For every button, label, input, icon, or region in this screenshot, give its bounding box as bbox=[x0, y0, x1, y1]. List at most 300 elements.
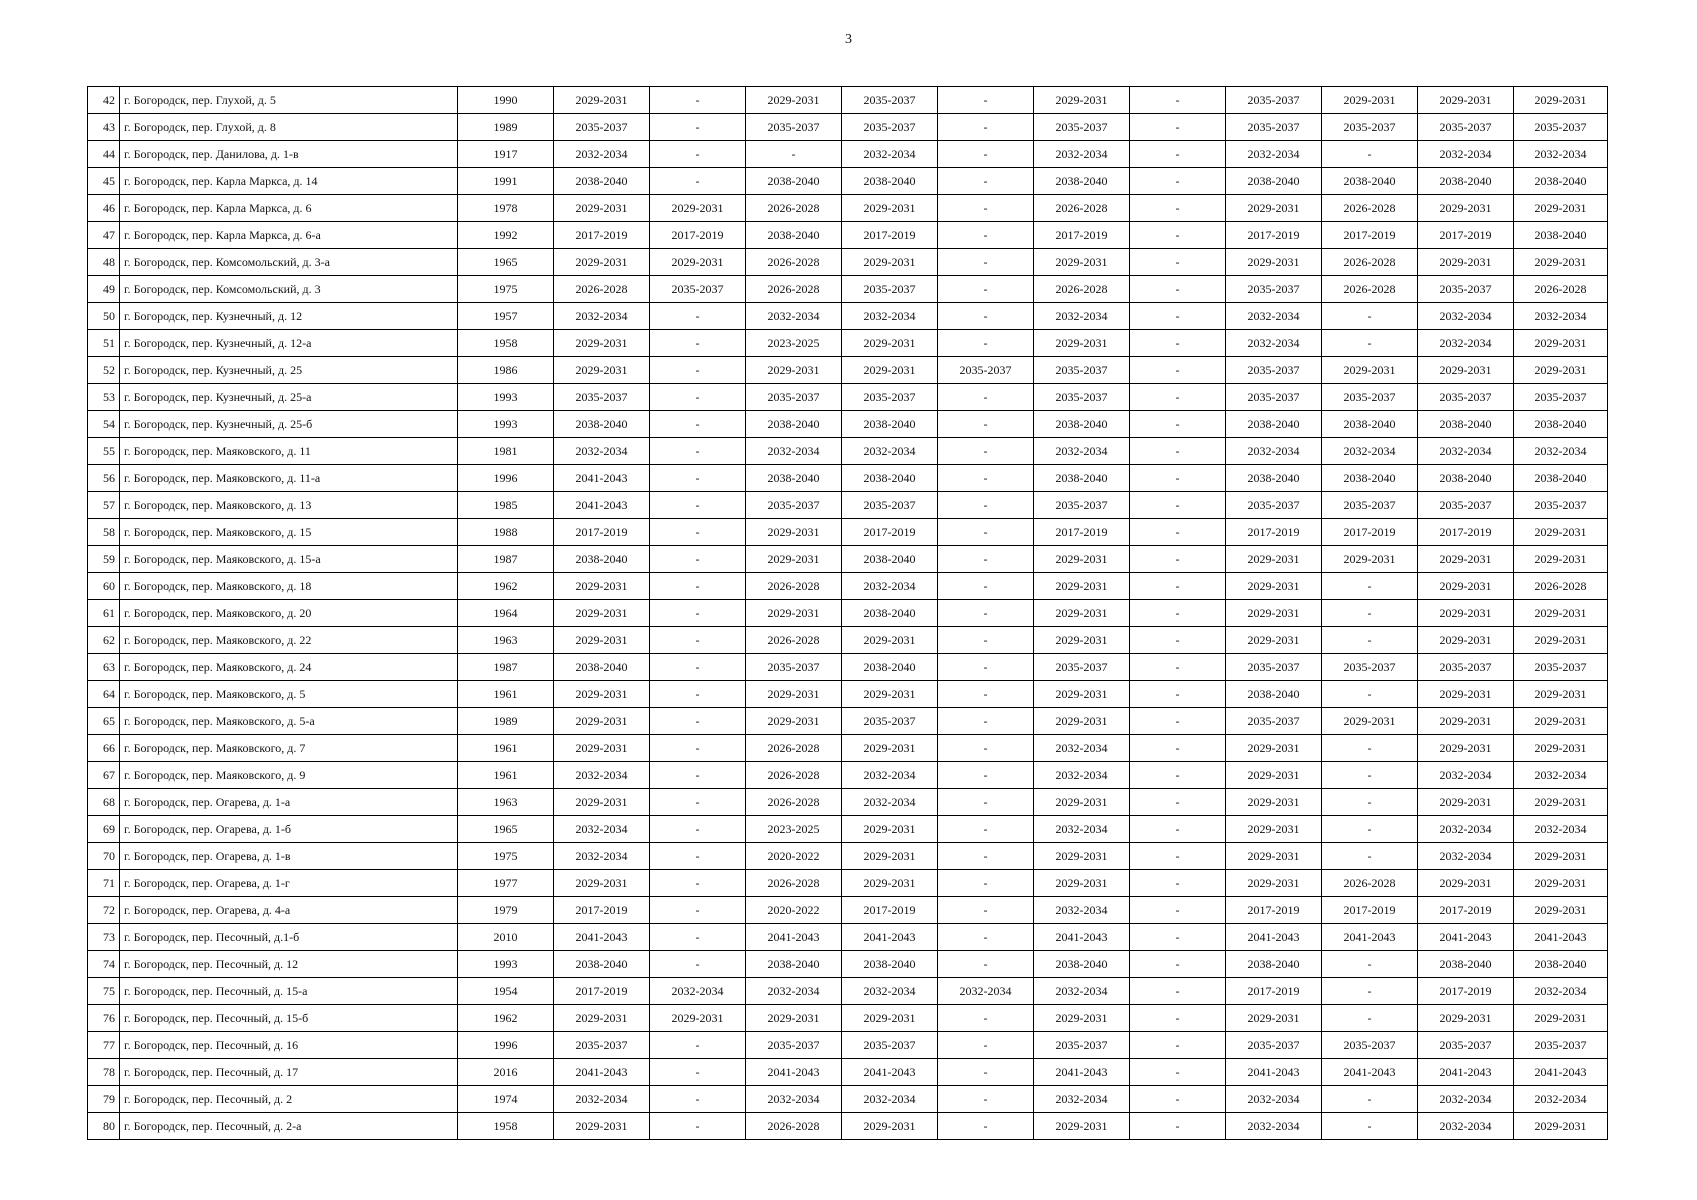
period-cell: - bbox=[1130, 951, 1226, 978]
row-number-cell: 53 bbox=[88, 384, 120, 411]
period-cell: - bbox=[1130, 627, 1226, 654]
period-cell: - bbox=[650, 87, 746, 114]
period-cell: - bbox=[938, 195, 1034, 222]
table-row bbox=[88, 978, 1608, 1005]
row-number-cell: 49 bbox=[88, 276, 120, 303]
period-cell: 2032-2034 bbox=[1418, 330, 1514, 357]
period-cell: 2038-2040 bbox=[1514, 465, 1608, 492]
period-cell: - bbox=[1130, 195, 1226, 222]
period-cell: 2029-2031 bbox=[1514, 330, 1608, 357]
table-row bbox=[88, 573, 1608, 600]
period-cell: 2029-2031 bbox=[1226, 195, 1322, 222]
period-cell: 2035-2037 bbox=[746, 1032, 842, 1059]
period-cell: 2035-2037 bbox=[1226, 492, 1322, 519]
period-cell: 2032-2034 bbox=[554, 762, 650, 789]
period-cell: 2029-2031 bbox=[1322, 357, 1418, 384]
period-cell: 2029-2031 bbox=[842, 1113, 938, 1140]
period-cell: 2029-2031 bbox=[1034, 1005, 1130, 1032]
table-row bbox=[88, 762, 1608, 789]
period-cell: 2029-2031 bbox=[554, 330, 650, 357]
period-cell: 2038-2040 bbox=[842, 465, 938, 492]
address-cell: г. Богородск, пер. Карла Маркса, д. 14 bbox=[120, 168, 458, 195]
period-cell: - bbox=[938, 843, 1034, 870]
address-cell: г. Богородск, пер. Песочный, д. 2-а bbox=[120, 1113, 458, 1140]
period-cell: 2038-2040 bbox=[1418, 951, 1514, 978]
period-cell: 2032-2034 bbox=[1226, 141, 1322, 168]
year-cell: 1954 bbox=[458, 978, 554, 1005]
period-cell: - bbox=[938, 438, 1034, 465]
year-cell: 1991 bbox=[458, 168, 554, 195]
year-cell: 1987 bbox=[458, 546, 554, 573]
period-cell: - bbox=[1130, 492, 1226, 519]
period-cell: 2032-2034 bbox=[1514, 438, 1608, 465]
period-cell: 2038-2040 bbox=[842, 168, 938, 195]
row-number-cell: 58 bbox=[88, 519, 120, 546]
table-row bbox=[88, 1113, 1608, 1140]
address-cell: г. Богородск, пер. Маяковского, д. 20 bbox=[120, 600, 458, 627]
address-cell: г. Богородск, пер. Песочный, д. 15-а bbox=[120, 978, 458, 1005]
year-cell: 1986 bbox=[458, 357, 554, 384]
period-cell: 2029-2031 bbox=[842, 195, 938, 222]
period-cell: 2032-2034 bbox=[1418, 762, 1514, 789]
table-row bbox=[88, 681, 1608, 708]
year-cell: 1958 bbox=[458, 1113, 554, 1140]
period-cell: - bbox=[650, 168, 746, 195]
period-cell: 2029-2031 bbox=[1418, 789, 1514, 816]
period-cell: 2029-2031 bbox=[554, 708, 650, 735]
period-cell: - bbox=[1130, 735, 1226, 762]
period-cell: 2029-2031 bbox=[842, 330, 938, 357]
period-cell: - bbox=[1130, 141, 1226, 168]
period-cell: 2035-2037 bbox=[1322, 114, 1418, 141]
period-cell: - bbox=[938, 1059, 1034, 1086]
row-number-cell: 42 bbox=[88, 87, 120, 114]
period-cell: - bbox=[938, 114, 1034, 141]
row-number-cell: 60 bbox=[88, 573, 120, 600]
period-cell: - bbox=[650, 789, 746, 816]
address-cell: г. Богородск, пер. Маяковского, д. 5 bbox=[120, 681, 458, 708]
year-cell: 1965 bbox=[458, 249, 554, 276]
period-cell: 2038-2040 bbox=[554, 654, 650, 681]
period-cell: 2032-2034 bbox=[554, 438, 650, 465]
period-cell: - bbox=[1130, 870, 1226, 897]
year-cell: 1964 bbox=[458, 600, 554, 627]
period-cell: 2032-2034 bbox=[746, 1086, 842, 1113]
period-cell: - bbox=[938, 141, 1034, 168]
address-cell: г. Богородск, пер. Кузнечный, д. 25-а bbox=[120, 384, 458, 411]
year-cell: 1965 bbox=[458, 816, 554, 843]
period-cell: - bbox=[938, 384, 1034, 411]
period-cell: 2032-2034 bbox=[1514, 978, 1608, 1005]
period-cell: - bbox=[1130, 573, 1226, 600]
period-cell: 2029-2031 bbox=[1418, 1005, 1514, 1032]
period-cell: 2032-2034 bbox=[1514, 1086, 1608, 1113]
table-row bbox=[88, 411, 1608, 438]
period-cell: 2038-2040 bbox=[1514, 222, 1608, 249]
period-cell: - bbox=[938, 303, 1034, 330]
address-cell: г. Богородск, пер. Маяковского, д. 11-а bbox=[120, 465, 458, 492]
address-cell: г. Богородск, пер. Огарева, д. 1-в bbox=[120, 843, 458, 870]
address-cell: г. Богородск, пер. Маяковского, д. 9 bbox=[120, 762, 458, 789]
period-cell: 2029-2031 bbox=[1418, 546, 1514, 573]
period-cell: 2026-2028 bbox=[746, 627, 842, 654]
year-cell: 1993 bbox=[458, 951, 554, 978]
period-cell: 2029-2031 bbox=[554, 573, 650, 600]
address-cell: г. Богородск, пер. Маяковского, д. 18 bbox=[120, 573, 458, 600]
year-cell: 1962 bbox=[458, 573, 554, 600]
table-row bbox=[88, 195, 1608, 222]
address-cell: г. Богородск, пер. Песочный, д. 12 bbox=[120, 951, 458, 978]
period-cell: 2029-2031 bbox=[554, 249, 650, 276]
period-cell: - bbox=[1130, 924, 1226, 951]
period-cell: 2017-2019 bbox=[842, 519, 938, 546]
table-row bbox=[88, 465, 1608, 492]
period-cell: 2035-2037 bbox=[746, 492, 842, 519]
period-cell: 2032-2034 bbox=[1418, 1113, 1514, 1140]
period-cell: 2029-2031 bbox=[1514, 1005, 1608, 1032]
period-cell: 2035-2037 bbox=[1514, 384, 1608, 411]
period-cell: 2029-2031 bbox=[1514, 249, 1608, 276]
period-cell: 2035-2037 bbox=[1418, 1032, 1514, 1059]
period-cell: 2029-2031 bbox=[1514, 87, 1608, 114]
period-cell: 2029-2031 bbox=[650, 1005, 746, 1032]
period-cell: 2038-2040 bbox=[554, 168, 650, 195]
table-row bbox=[88, 600, 1608, 627]
period-cell: - bbox=[650, 870, 746, 897]
period-cell: 2038-2040 bbox=[1514, 411, 1608, 438]
year-cell: 1981 bbox=[458, 438, 554, 465]
period-cell: 2035-2037 bbox=[1034, 492, 1130, 519]
address-cell: г. Богородск, пер. Огарева, д. 1-г bbox=[120, 870, 458, 897]
period-cell: 2029-2031 bbox=[1034, 1113, 1130, 1140]
period-cell: 2038-2040 bbox=[1418, 168, 1514, 195]
period-cell: 2017-2019 bbox=[1226, 519, 1322, 546]
period-cell: 2029-2031 bbox=[1514, 519, 1608, 546]
period-cell: 2038-2040 bbox=[554, 951, 650, 978]
period-cell: 2041-2043 bbox=[1418, 1059, 1514, 1086]
period-cell: - bbox=[1130, 465, 1226, 492]
period-cell: 2029-2031 bbox=[1226, 762, 1322, 789]
period-cell: - bbox=[1322, 141, 1418, 168]
period-cell: 2026-2028 bbox=[746, 735, 842, 762]
table-row bbox=[88, 843, 1608, 870]
period-cell: 2029-2031 bbox=[554, 1005, 650, 1032]
period-cell: 2026-2028 bbox=[1322, 195, 1418, 222]
period-cell: 2029-2031 bbox=[1034, 330, 1130, 357]
period-cell: - bbox=[650, 141, 746, 168]
period-cell: 2017-2019 bbox=[1418, 222, 1514, 249]
table-row bbox=[88, 924, 1608, 951]
period-cell: 2026-2028 bbox=[746, 276, 842, 303]
period-cell: 2035-2037 bbox=[1514, 1032, 1608, 1059]
period-cell: 2032-2034 bbox=[554, 843, 650, 870]
period-cell: 2032-2034 bbox=[842, 978, 938, 1005]
period-cell: - bbox=[1130, 762, 1226, 789]
period-cell: - bbox=[938, 1005, 1034, 1032]
period-cell: 2029-2031 bbox=[842, 1005, 938, 1032]
table-row bbox=[88, 519, 1608, 546]
period-cell: 2029-2031 bbox=[842, 735, 938, 762]
period-cell: 2026-2028 bbox=[1514, 276, 1608, 303]
period-cell: 2029-2031 bbox=[1514, 843, 1608, 870]
row-number-cell: 80 bbox=[88, 1113, 120, 1140]
period-cell: 2029-2031 bbox=[1418, 870, 1514, 897]
period-cell: - bbox=[1130, 357, 1226, 384]
period-cell: 2035-2037 bbox=[1226, 114, 1322, 141]
period-cell: - bbox=[938, 249, 1034, 276]
address-cell: г. Богородск, пер. Глухой, д. 8 bbox=[120, 114, 458, 141]
period-cell: - bbox=[650, 546, 746, 573]
period-cell: 2026-2028 bbox=[746, 249, 842, 276]
period-cell: - bbox=[1322, 1113, 1418, 1140]
period-cell: 2035-2037 bbox=[1418, 492, 1514, 519]
period-cell: 2032-2034 bbox=[1418, 141, 1514, 168]
period-cell: 2032-2034 bbox=[1226, 1086, 1322, 1113]
period-cell: 2032-2034 bbox=[842, 141, 938, 168]
period-cell: 2041-2043 bbox=[1034, 924, 1130, 951]
period-cell: 2029-2031 bbox=[1514, 600, 1608, 627]
period-cell: 2029-2031 bbox=[746, 357, 842, 384]
period-cell: 2038-2040 bbox=[554, 546, 650, 573]
period-cell: - bbox=[650, 1032, 746, 1059]
period-cell: 2035-2037 bbox=[842, 492, 938, 519]
period-cell: 2032-2034 bbox=[1034, 816, 1130, 843]
period-cell: 2035-2037 bbox=[1226, 708, 1322, 735]
period-cell: 2035-2037 bbox=[746, 114, 842, 141]
period-cell: - bbox=[938, 627, 1034, 654]
period-cell: 2035-2037 bbox=[842, 114, 938, 141]
row-number-cell: 57 bbox=[88, 492, 120, 519]
period-cell: - bbox=[1130, 411, 1226, 438]
period-cell: - bbox=[1130, 276, 1226, 303]
period-cell: 2038-2040 bbox=[842, 546, 938, 573]
period-cell: 2017-2019 bbox=[1226, 897, 1322, 924]
period-cell: - bbox=[938, 600, 1034, 627]
period-cell: 2029-2031 bbox=[1418, 681, 1514, 708]
table-row bbox=[88, 438, 1608, 465]
table-row bbox=[88, 1005, 1608, 1032]
table-row bbox=[88, 114, 1608, 141]
period-cell: 2029-2031 bbox=[842, 816, 938, 843]
period-cell: 2017-2019 bbox=[554, 978, 650, 1005]
period-cell: 2029-2031 bbox=[1322, 708, 1418, 735]
period-cell: 2026-2028 bbox=[746, 870, 842, 897]
row-number-cell: 79 bbox=[88, 1086, 120, 1113]
period-cell: 2038-2040 bbox=[1034, 465, 1130, 492]
period-cell: - bbox=[1130, 1005, 1226, 1032]
address-cell: г. Богородск, пер. Кузнечный, д. 25-б bbox=[120, 411, 458, 438]
row-number-cell: 76 bbox=[88, 1005, 120, 1032]
period-cell: 2032-2034 bbox=[1226, 1113, 1322, 1140]
period-cell: 2026-2028 bbox=[1322, 249, 1418, 276]
row-number-cell: 47 bbox=[88, 222, 120, 249]
period-cell: 2029-2031 bbox=[746, 600, 842, 627]
row-number-cell: 74 bbox=[88, 951, 120, 978]
year-cell: 1961 bbox=[458, 762, 554, 789]
period-cell: 2029-2031 bbox=[554, 870, 650, 897]
period-cell: 2032-2034 bbox=[1418, 843, 1514, 870]
period-cell: 2029-2031 bbox=[842, 870, 938, 897]
period-cell: - bbox=[1130, 114, 1226, 141]
period-cell: 2041-2043 bbox=[1226, 1059, 1322, 1086]
table-row bbox=[88, 492, 1608, 519]
period-cell: 2029-2031 bbox=[1034, 843, 1130, 870]
period-cell: 2041-2043 bbox=[1514, 1059, 1608, 1086]
period-cell: 2035-2037 bbox=[1226, 384, 1322, 411]
year-cell: 1962 bbox=[458, 1005, 554, 1032]
period-cell: 2017-2019 bbox=[554, 222, 650, 249]
period-cell: 2017-2019 bbox=[1418, 978, 1514, 1005]
period-cell: 2035-2037 bbox=[1418, 276, 1514, 303]
period-cell: 2029-2031 bbox=[650, 249, 746, 276]
period-cell: 2029-2031 bbox=[842, 681, 938, 708]
table-row bbox=[88, 357, 1608, 384]
period-cell: 2029-2031 bbox=[554, 1113, 650, 1140]
period-cell: - bbox=[1130, 1113, 1226, 1140]
year-cell: 1963 bbox=[458, 789, 554, 816]
period-cell: 2017-2019 bbox=[842, 897, 938, 924]
period-cell: - bbox=[650, 573, 746, 600]
period-cell: 2035-2037 bbox=[1034, 1032, 1130, 1059]
year-cell: 1963 bbox=[458, 627, 554, 654]
period-cell: - bbox=[650, 465, 746, 492]
period-cell: - bbox=[1322, 303, 1418, 330]
address-cell: г. Богородск, пер. Маяковского, д. 7 bbox=[120, 735, 458, 762]
period-cell: 2032-2034 bbox=[746, 978, 842, 1005]
period-cell: - bbox=[938, 816, 1034, 843]
period-cell: 2029-2031 bbox=[554, 87, 650, 114]
period-cell: 2041-2043 bbox=[746, 924, 842, 951]
period-cell: 2038-2040 bbox=[1418, 465, 1514, 492]
period-cell: 2029-2031 bbox=[1226, 816, 1322, 843]
table-row bbox=[88, 141, 1608, 168]
period-cell: 2029-2031 bbox=[1514, 1113, 1608, 1140]
period-cell: - bbox=[650, 600, 746, 627]
address-cell: г. Богородск, пер. Песочный, д. 17 bbox=[120, 1059, 458, 1086]
period-cell: - bbox=[1130, 1032, 1226, 1059]
period-cell: - bbox=[1130, 1059, 1226, 1086]
period-cell: 2026-2028 bbox=[1514, 573, 1608, 600]
year-cell: 1958 bbox=[458, 330, 554, 357]
row-number-cell: 63 bbox=[88, 654, 120, 681]
row-number-cell: 61 bbox=[88, 600, 120, 627]
period-cell: 2017-2019 bbox=[1418, 519, 1514, 546]
year-cell: 1975 bbox=[458, 843, 554, 870]
year-cell: 1979 bbox=[458, 897, 554, 924]
period-cell: 2035-2037 bbox=[1226, 276, 1322, 303]
period-cell: 2017-2019 bbox=[1322, 897, 1418, 924]
period-cell: 2029-2031 bbox=[1514, 789, 1608, 816]
period-cell: 2023-2025 bbox=[746, 330, 842, 357]
period-cell: - bbox=[650, 492, 746, 519]
period-cell: 2020-2022 bbox=[746, 897, 842, 924]
period-cell: - bbox=[650, 843, 746, 870]
period-cell: 2038-2040 bbox=[1034, 951, 1130, 978]
period-cell: - bbox=[1130, 222, 1226, 249]
period-cell: 2041-2043 bbox=[746, 1059, 842, 1086]
period-cell: - bbox=[1130, 384, 1226, 411]
period-cell: 2035-2037 bbox=[1322, 384, 1418, 411]
address-cell: г. Богородск, пер. Данилова, д. 1-в bbox=[120, 141, 458, 168]
period-cell: 2017-2019 bbox=[554, 519, 650, 546]
row-number-cell: 54 bbox=[88, 411, 120, 438]
period-cell: 2029-2031 bbox=[1418, 600, 1514, 627]
period-cell: - bbox=[1322, 573, 1418, 600]
row-number-cell: 52 bbox=[88, 357, 120, 384]
address-cell: г. Богородск, пер. Огарева, д. 4-а bbox=[120, 897, 458, 924]
period-cell: 2029-2031 bbox=[746, 1005, 842, 1032]
period-cell: 2032-2034 bbox=[842, 303, 938, 330]
address-cell: г. Богородск, пер. Карла Маркса, д. 6 bbox=[120, 195, 458, 222]
period-cell: - bbox=[938, 897, 1034, 924]
year-cell: 1993 bbox=[458, 384, 554, 411]
period-cell: 2032-2034 bbox=[1034, 762, 1130, 789]
period-cell: 2035-2037 bbox=[746, 654, 842, 681]
address-cell: г. Богородск, пер. Глухой, д. 5 bbox=[120, 87, 458, 114]
period-cell: 2029-2031 bbox=[1418, 627, 1514, 654]
table-row bbox=[88, 627, 1608, 654]
period-cell: 2029-2031 bbox=[1034, 789, 1130, 816]
period-cell: - bbox=[650, 897, 746, 924]
period-cell: 2029-2031 bbox=[1514, 546, 1608, 573]
period-cell: 2041-2043 bbox=[842, 1059, 938, 1086]
period-cell: 2029-2031 bbox=[1514, 708, 1608, 735]
period-cell: 2029-2031 bbox=[1034, 546, 1130, 573]
period-cell: 2029-2031 bbox=[746, 519, 842, 546]
period-cell: 2029-2031 bbox=[1034, 870, 1130, 897]
period-cell: - bbox=[1322, 978, 1418, 1005]
table-row bbox=[88, 897, 1608, 924]
year-cell: 1992 bbox=[458, 222, 554, 249]
period-cell: 2038-2040 bbox=[1034, 168, 1130, 195]
period-cell: 2029-2031 bbox=[842, 627, 938, 654]
row-number-cell: 75 bbox=[88, 978, 120, 1005]
period-cell: 2032-2034 bbox=[1034, 1086, 1130, 1113]
period-cell: 2029-2031 bbox=[554, 627, 650, 654]
period-cell: 2029-2031 bbox=[1418, 249, 1514, 276]
table-row bbox=[88, 789, 1608, 816]
period-cell: - bbox=[1130, 303, 1226, 330]
table-row bbox=[88, 168, 1608, 195]
period-cell: 2029-2031 bbox=[1418, 735, 1514, 762]
period-cell: - bbox=[1130, 654, 1226, 681]
period-cell: 2041-2043 bbox=[1322, 1059, 1418, 1086]
period-cell: 2035-2037 bbox=[1418, 114, 1514, 141]
period-cell: 2026-2028 bbox=[1034, 276, 1130, 303]
period-cell: 2029-2031 bbox=[1034, 627, 1130, 654]
period-cell: 2029-2031 bbox=[1514, 357, 1608, 384]
period-cell: 2029-2031 bbox=[746, 708, 842, 735]
period-cell: 2029-2031 bbox=[842, 843, 938, 870]
period-cell: 2032-2034 bbox=[1514, 303, 1608, 330]
table-row bbox=[88, 735, 1608, 762]
table-row bbox=[88, 303, 1608, 330]
period-cell: 2038-2040 bbox=[1226, 951, 1322, 978]
period-cell: 2029-2031 bbox=[1034, 708, 1130, 735]
period-cell: - bbox=[1130, 681, 1226, 708]
period-cell: - bbox=[1130, 546, 1226, 573]
period-cell: 2029-2031 bbox=[842, 357, 938, 384]
row-number-cell: 73 bbox=[88, 924, 120, 951]
period-cell: 2038-2040 bbox=[1226, 681, 1322, 708]
table-row bbox=[88, 1032, 1608, 1059]
period-cell: 2032-2034 bbox=[1514, 762, 1608, 789]
row-number-cell: 65 bbox=[88, 708, 120, 735]
row-number-cell: 55 bbox=[88, 438, 120, 465]
period-cell: 2032-2034 bbox=[1418, 816, 1514, 843]
period-cell: 2032-2034 bbox=[1034, 897, 1130, 924]
address-cell: г. Богородск, пер. Кузнечный, д. 25 bbox=[120, 357, 458, 384]
